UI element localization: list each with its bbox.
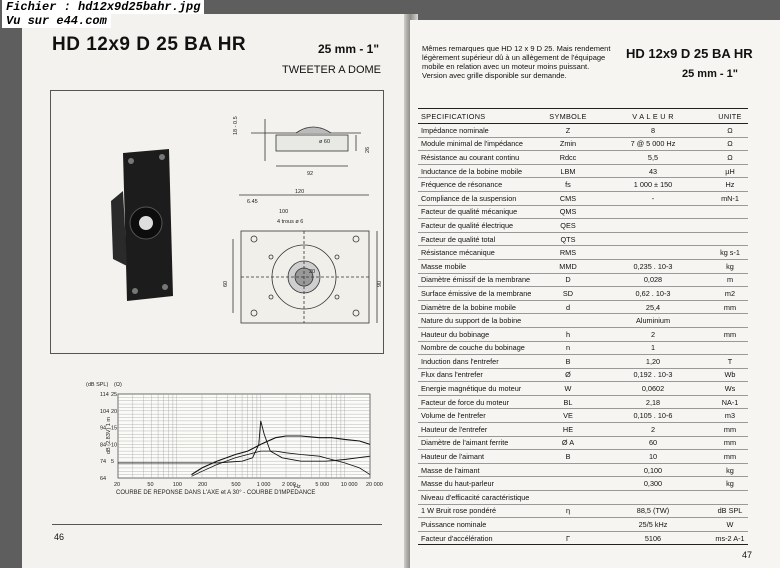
- table-row: [418, 219, 748, 233]
- spec-unit: [712, 314, 748, 328]
- x-tick-label: 20: [114, 482, 121, 488]
- header-specifications: SPECIFICATIONS: [418, 109, 542, 124]
- watermark-filename: Fichier : hd12x9d25bahr.jpg: [2, 0, 204, 14]
- y-tick-label-ohm: 5: [111, 459, 115, 466]
- spec-unit: m: [712, 273, 748, 287]
- spec-value: 5,5: [594, 151, 712, 165]
- spec-name: Flux dans l'entrefer: [418, 368, 542, 382]
- x-tick-label: 200: [198, 482, 208, 488]
- spec-value: 43: [594, 164, 712, 178]
- dim-d4: 120: [295, 189, 305, 195]
- chart-x-unit: Hz: [294, 484, 301, 490]
- table-row: [418, 273, 748, 287]
- spec-value: 25,4: [594, 300, 712, 314]
- table-row: [418, 246, 748, 260]
- spec-unit: [712, 232, 748, 246]
- spec-symbol: QES: [542, 219, 594, 233]
- spec-name: Energie magnétique du moteur: [418, 382, 542, 396]
- y-tick-label-spl: 84: [100, 442, 107, 449]
- spec-unit: kg: [712, 463, 748, 477]
- table-row: [418, 314, 748, 328]
- drawing-frame: [50, 90, 384, 354]
- dim-d1: 18 - 0.5: [233, 116, 239, 135]
- x-tick-label: 100: [172, 482, 182, 488]
- spec-name: Compliance de la suspension: [418, 191, 542, 205]
- spec-name: 1 W Bruit rose pondéré: [418, 504, 542, 518]
- spec-symbol: [542, 518, 594, 532]
- right-page-note: Mêmes remarques que HD 12 x 9 D 25. Mais rendement légèrement supérieur dû à un allègement de l'équipage mobile en relation avec un moteur moins puissant. Version avec grille disponible sur demande.: [422, 44, 611, 80]
- y-tick-label-spl: 74: [100, 459, 107, 466]
- spec-symbol: HE: [542, 423, 594, 437]
- chart-side-label: dB (2.83V) 1 m: [106, 417, 112, 454]
- spec-name: Module minimal de l'impédance: [418, 137, 542, 151]
- spec-symbol: QMS: [542, 205, 594, 219]
- table-row: [418, 518, 748, 532]
- spec-value: 2,18: [594, 395, 712, 409]
- spec-value: 0,105 . 10-6: [594, 409, 712, 423]
- dim-d7: 4 trous ø 6: [277, 219, 304, 225]
- x-tick-label: 20 000: [366, 482, 383, 488]
- right-page-number: 47: [742, 550, 753, 560]
- side-view: [251, 119, 361, 166]
- spec-value: 0,300: [594, 477, 712, 491]
- table-row: [418, 504, 748, 518]
- table-row: [418, 531, 748, 545]
- spec-name: Masse du haut-parleur: [418, 477, 542, 491]
- table-row: [418, 232, 748, 246]
- spec-unit: [712, 219, 748, 233]
- spec-symbol: W: [542, 382, 594, 396]
- spec-symbol: [542, 477, 594, 491]
- watermark-site: Vu sur e44.com: [2, 14, 111, 28]
- spec-symbol: d: [542, 300, 594, 314]
- spec-value: -: [594, 191, 712, 205]
- spec-value: 1 000 ± 150: [594, 178, 712, 192]
- chart-caption: COURBE DE REPONSE DANS L'AXE et A 30° - COURBE D'IMPEDANCE: [116, 490, 316, 496]
- spec-unit: T: [712, 355, 748, 369]
- spec-value: 8: [594, 124, 712, 138]
- spec-name: Facteur de qualité total: [418, 232, 542, 246]
- spec-symbol: [542, 463, 594, 477]
- spec-unit: Ws: [712, 382, 748, 396]
- spec-unit: kg: [712, 259, 748, 273]
- spec-unit: mm: [712, 327, 748, 341]
- x-tick-label: 5 000: [315, 482, 330, 488]
- x-tick-label: 50: [147, 482, 154, 488]
- spec-symbol: Γ: [542, 531, 594, 545]
- left-page-type: TWEETER A DOME: [282, 64, 382, 76]
- table-row: [418, 287, 748, 301]
- table-row: [418, 491, 748, 505]
- spec-name: Hauteur de l'aimant: [418, 450, 542, 464]
- spec-value: [594, 219, 712, 233]
- spec-value: 25/5 kHz: [594, 518, 712, 532]
- table-row: [418, 355, 748, 369]
- left-footer-rule: [52, 524, 382, 525]
- spec-name: Diamètre émissif de la membrane: [418, 273, 542, 287]
- spec-unit: kg: [712, 477, 748, 491]
- dim-d9: 20: [309, 269, 316, 275]
- chart-plot-area: [118, 394, 370, 478]
- spec-unit: m3: [712, 409, 748, 423]
- spec-name: Diamètre de l'aimant ferrite: [418, 436, 542, 450]
- header-symbole: SYMBOLE: [542, 109, 594, 124]
- tweeter-technical-drawing: [51, 91, 383, 353]
- spec-value: [594, 491, 712, 505]
- spec-value: 0,235 . 10-3: [594, 259, 712, 273]
- spec-value: 1: [594, 341, 712, 355]
- x-tick-label: 1 000: [256, 482, 271, 488]
- spec-unit: ms-2 A-1: [712, 531, 748, 545]
- spec-unit: NA-1: [712, 395, 748, 409]
- spec-unit: mm: [712, 450, 748, 464]
- spec-name: Niveau d'efficacité caractéristique: [418, 491, 542, 505]
- spec-value: 7 @ 5 000 Hz: [594, 137, 712, 151]
- x-tick-label: 2 000: [282, 482, 296, 488]
- spec-unit: mm: [712, 300, 748, 314]
- table-row: [418, 477, 748, 491]
- spec-name: Puissance nominale: [418, 518, 542, 532]
- dim-d11: ø 60: [319, 139, 331, 145]
- table-row: [418, 205, 748, 219]
- spec-value: [594, 246, 712, 260]
- spec-value: 88,5 (TW): [594, 504, 712, 518]
- spec-symbol: CMS: [542, 191, 594, 205]
- frequency-response-chart: [80, 374, 383, 514]
- chart-y-label-spl: (dB SPL): [86, 382, 109, 388]
- spec-value: 0,192 . 10-3: [594, 368, 712, 382]
- spec-name: Facteur de qualité mécanique: [418, 205, 542, 219]
- spec-name: Facteur de qualité électrique: [418, 219, 542, 233]
- front-view: [233, 195, 377, 323]
- dim-d5: 6.45: [247, 199, 258, 205]
- dim-d2: 26: [365, 146, 371, 153]
- chart-grid: [118, 394, 370, 478]
- spec-unit: dB SPL: [712, 504, 748, 518]
- spec-unit: W: [712, 518, 748, 532]
- table-row: [418, 151, 748, 165]
- left-page-number: 46: [54, 532, 65, 542]
- spec-symbol: [542, 314, 594, 328]
- table-header-row: [418, 109, 748, 124]
- table-row: [418, 259, 748, 273]
- spec-unit: mm: [712, 423, 748, 437]
- chart-y-label-ohm: (Ω): [114, 382, 122, 388]
- table-row: [418, 436, 748, 450]
- spec-symbol: SD: [542, 287, 594, 301]
- table-row: [418, 423, 748, 437]
- spec-name: Facteur d'accélération: [418, 531, 542, 545]
- y-tick-label-spl: 64: [100, 476, 107, 482]
- spec-name: Fréquence de résonance: [418, 178, 542, 192]
- spec-symbol: n: [542, 341, 594, 355]
- spec-value: 60: [594, 436, 712, 450]
- spec-value: 0,0602: [594, 382, 712, 396]
- spec-symbol: Ø A: [542, 436, 594, 450]
- spec-value: 5106: [594, 531, 712, 545]
- spec-value: 10: [594, 450, 712, 464]
- spec-name: Induction dans l'entrefer: [418, 355, 542, 369]
- x-tick-label: 500: [231, 482, 241, 488]
- y-tick-label-ohm: 15: [111, 425, 118, 432]
- spec-name: Facteur de force du moteur: [418, 395, 542, 409]
- left-page-title: HD 12x9 D 25 BA HR: [52, 34, 247, 55]
- y-tick-label-spl: 104: [100, 408, 110, 415]
- spec-value: [594, 205, 712, 219]
- spec-unit: kg s-1: [712, 246, 748, 260]
- spec-unit: [712, 205, 748, 219]
- spec-unit: mm: [712, 436, 748, 450]
- spec-name: Inductance de la bobine mobile: [418, 164, 542, 178]
- table-row: [418, 178, 748, 192]
- spec-value: 0,028: [594, 273, 712, 287]
- spec-symbol: Ø: [542, 368, 594, 382]
- spec-name: Surface émissive de la membrane: [418, 287, 542, 301]
- spec-value: 0,100: [594, 463, 712, 477]
- spec-symbol: RMS: [542, 246, 594, 260]
- left-page-size: 25 mm - 1": [318, 42, 380, 56]
- y-tick-label-ohm: 25: [111, 392, 118, 398]
- dim-d6: 100: [279, 209, 289, 215]
- spec-symbol: VE: [542, 409, 594, 423]
- table-row: [418, 368, 748, 382]
- table-row: [418, 137, 748, 151]
- spec-symbol: Rdcc: [542, 151, 594, 165]
- table-row: [418, 341, 748, 355]
- spec-value: Aluminium: [594, 314, 712, 328]
- x-tick-label: 10 000: [340, 482, 358, 488]
- spec-name: Hauteur de l'entrefer: [418, 423, 542, 437]
- header-valeur: V A L E U R: [594, 109, 712, 124]
- spec-unit: m2: [712, 287, 748, 301]
- y-tick-label-ohm: 20: [111, 408, 118, 415]
- y-tick-label-ohm: 10: [111, 442, 118, 449]
- spec-symbol: B: [542, 450, 594, 464]
- spec-symbol: η: [542, 504, 594, 518]
- spec-unit: Ω: [712, 151, 748, 165]
- spec-symbol: h: [542, 327, 594, 341]
- spec-symbol: D: [542, 273, 594, 287]
- spec-unit: Ω: [712, 124, 748, 138]
- spec-name: Diamètre de la bobine mobile: [418, 300, 542, 314]
- header-unite: UNITE: [712, 109, 748, 124]
- spec-name: Volume de l'entrefer: [418, 409, 542, 423]
- table-row: [418, 450, 748, 464]
- spec-value: [594, 232, 712, 246]
- dim-d3: 92: [307, 171, 314, 177]
- spec-symbol: MMD: [542, 259, 594, 273]
- spec-value: 2: [594, 327, 712, 341]
- spec-name: Masse de l'aimant: [418, 463, 542, 477]
- spec-name: Hauteur du bobinage: [418, 327, 542, 341]
- table-row: [418, 327, 748, 341]
- spec-name: Masse mobile: [418, 259, 542, 273]
- spec-name: Résistance mécanique: [418, 246, 542, 260]
- table-row: [418, 191, 748, 205]
- spec-unit: [712, 341, 748, 355]
- table-row: [418, 395, 748, 409]
- spec-symbol: fs: [542, 178, 594, 192]
- dim-d10: 90: [377, 280, 383, 287]
- specifications-table: [418, 108, 748, 545]
- spec-value: 1,20: [594, 355, 712, 369]
- spec-symbol: Zmin: [542, 137, 594, 151]
- spec-unit: Hz: [712, 178, 748, 192]
- spec-symbol: [542, 491, 594, 505]
- spec-unit: µH: [712, 164, 748, 178]
- spec-unit: [712, 491, 748, 505]
- spec-symbol: Z: [542, 124, 594, 138]
- dim-d8: 60: [223, 280, 229, 287]
- table-row: [418, 463, 748, 477]
- tweeter-photo: [111, 149, 173, 301]
- spec-symbol: QTS: [542, 232, 594, 246]
- spec-unit: Ω: [712, 137, 748, 151]
- y-tick-label-spl: 94: [100, 425, 107, 432]
- table-row: [418, 382, 748, 396]
- spec-name: Nature du support de la bobine: [418, 314, 542, 328]
- spec-name: Impédance nominale: [418, 124, 542, 138]
- spec-value: 2: [594, 423, 712, 437]
- spec-unit: Wb: [712, 368, 748, 382]
- table-row: [418, 164, 748, 178]
- spec-value: 0,62 . 10-3: [594, 287, 712, 301]
- table-row: [418, 300, 748, 314]
- spec-symbol: B: [542, 355, 594, 369]
- spec-symbol: BL: [542, 395, 594, 409]
- spec-name: Nombre de couche du bobinage: [418, 341, 542, 355]
- spec-name: Résistance au courant continu: [418, 151, 542, 165]
- right-page-size: 25 mm - 1": [682, 68, 738, 80]
- y-tick-label-spl: 114: [100, 392, 109, 398]
- spec-unit: mN-1: [712, 191, 748, 205]
- table-row: [418, 124, 748, 138]
- right-page-title: HD 12x9 D 25 BA HR: [626, 46, 753, 61]
- spec-symbol: LBM: [542, 164, 594, 178]
- table-row: [418, 409, 748, 423]
